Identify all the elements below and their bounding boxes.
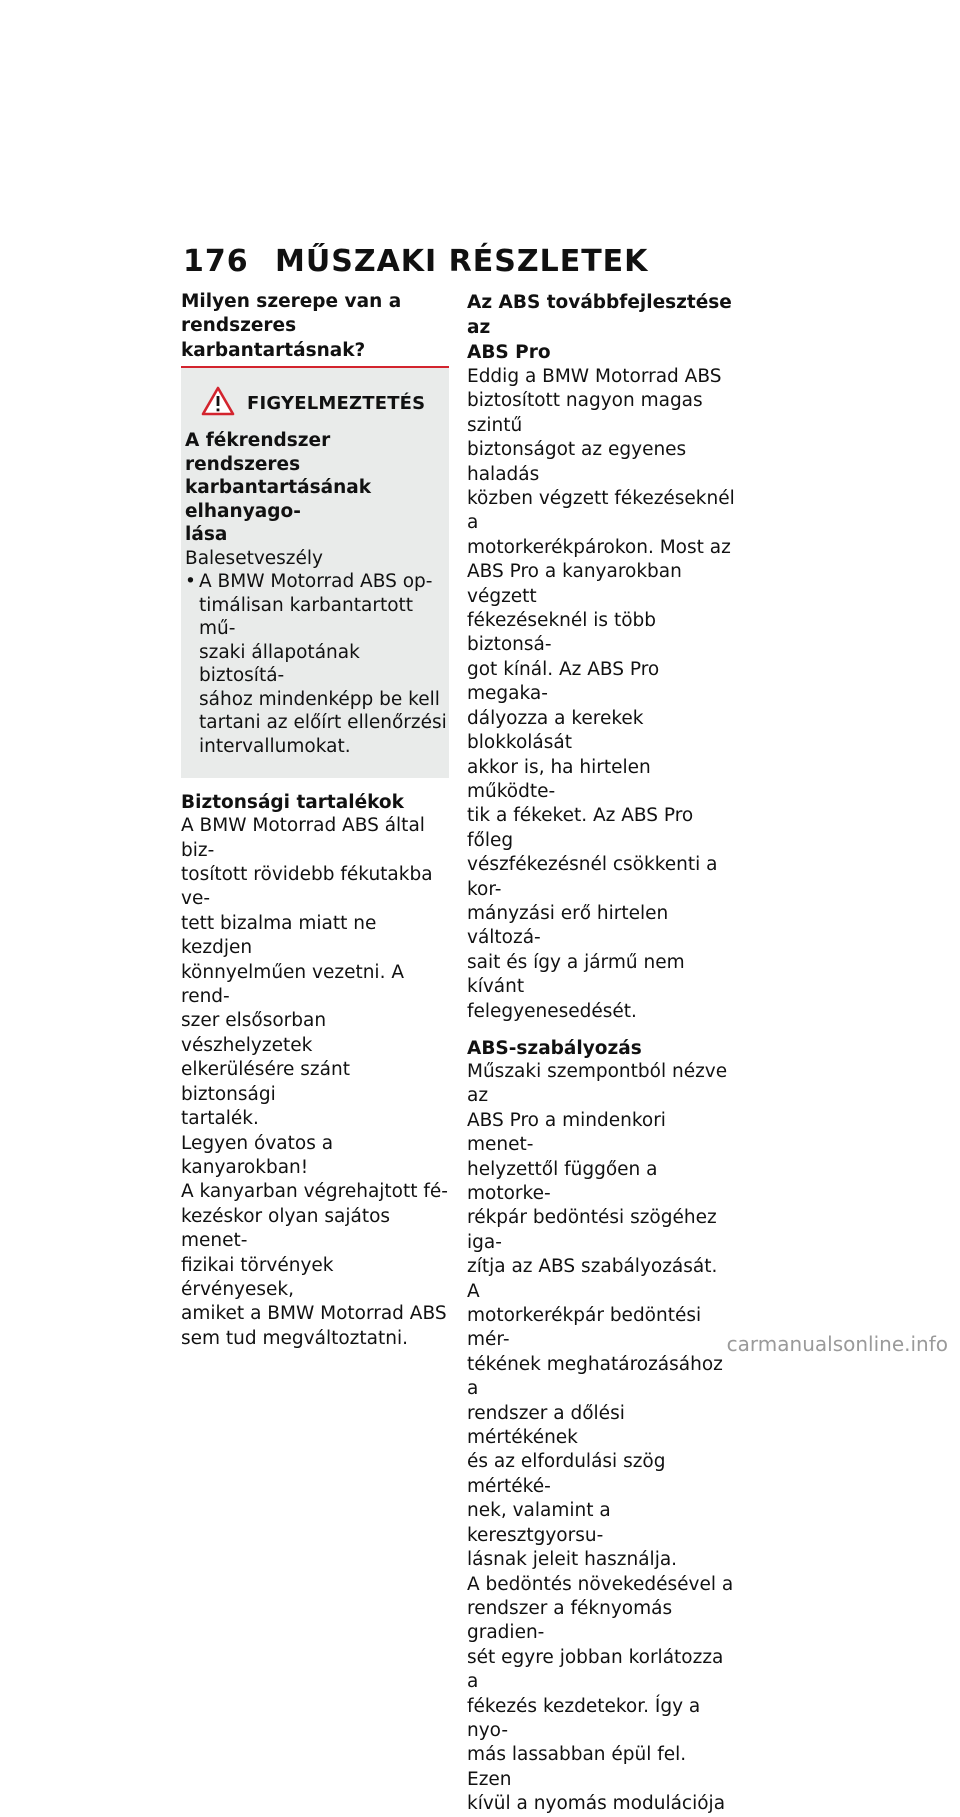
paragraph: Legyen óvatos a kanyarokban! [181,1132,334,1178]
warning-heading: A fékrendszer rendszeres karbantartásának elhanyago- lása [185,430,372,546]
page-header [183,244,648,279]
question-heading: Milyen szerepe van a rendszeres karbantartásnak? [181,291,402,361]
page-title: MŰSZAKI RÉSZLETEK [275,244,649,279]
page-number: 176 [183,244,249,279]
paragraph: A BMW Motorrad ABS által biz- tosított rövidebb fékutakba ve- tett bizalma miatt ne kezdjen könnyelműen vezetni. A rend- szer elsősorban vészhelyzetek elkerülésére szánt biztonsági tartalék. [181,815,433,1130]
warning-box [181,368,449,778]
paragraph: Műszaki szempontból nézve az ABS Pro a mindenkori menet- helyzettől függően a motorke- rékpár bedöntési szögéhez iga- zítja az ABS szabályozását. A motorkerékpár bedöntési mér- tékének meghatározásához a rendszer a dőlési mértékének és az elfordulási szög mértéké- nek, valamint a keresztgyorsu- lásnak jeleit használja. [467,1060,728,1571]
section-heading-abs-pro: Az ABS továbbfejlesztése az ABS Pro [467,292,732,363]
paragraph: A bedöntés növekedésével a rendszer a féknyomás gradien- sét egyre jobban korlátozza a fékezés kezdetekor. Így a nyo- más lassabban épül fel. Ezen kívül a nyomás modulációja [467,1573,734,1815]
right-column [467,290,735,1817]
watermark: carmanualsonline.info [726,1332,948,1356]
warning-label: FIGYELMEZTETÉS [247,392,426,414]
warning-header [201,386,449,420]
paragraph: A kanyarban végrehajtott fé- kezéskor olyan sajátos menet- fizikai törvények érvényesek, amiket a BMW Motorrad ABS sem tud megváltoztatni. [181,1181,448,1349]
section-heading-safety-reserve: Biztonsági tartalékok [181,792,404,814]
left-column [181,290,449,1351]
warning-bullet-text: A BMW Motorrad ABS op- timálisan karbantartott mű- szaki állapotának biztosítá- sához mindenképp be kell tartani az előírt ellenőrzési intervallumokat. [199,571,447,757]
section-heading-abs-control: ABS-szabályozás [467,1037,642,1059]
warning-subtitle: Balesetveszély [185,547,323,569]
warning-bullet [185,570,449,758]
paragraph: Eddig a BMW Motorrad ABS biztosított nagyon magas szintű biztonságot az egyenes haladás közben végzett fékezéseknél a motorkerékpárokon. Most az ABS Pro a kanyarokban végzett fékezéseknél is több biztonsá- got kínál. Az ABS Pro megaka- dályozza a kerekek blokkolását akkor is, ha hirtelen működte- tik a fékeket. Az ABS Pro főleg vészfékezésnél csökkenti a kor- mányzási erő hirtelen változá- sait és így a jármű nem kívánt felegyenesedését. [467,366,735,1022]
bullet-dot: • [185,571,196,593]
warning-triangle-icon [201,386,235,420]
